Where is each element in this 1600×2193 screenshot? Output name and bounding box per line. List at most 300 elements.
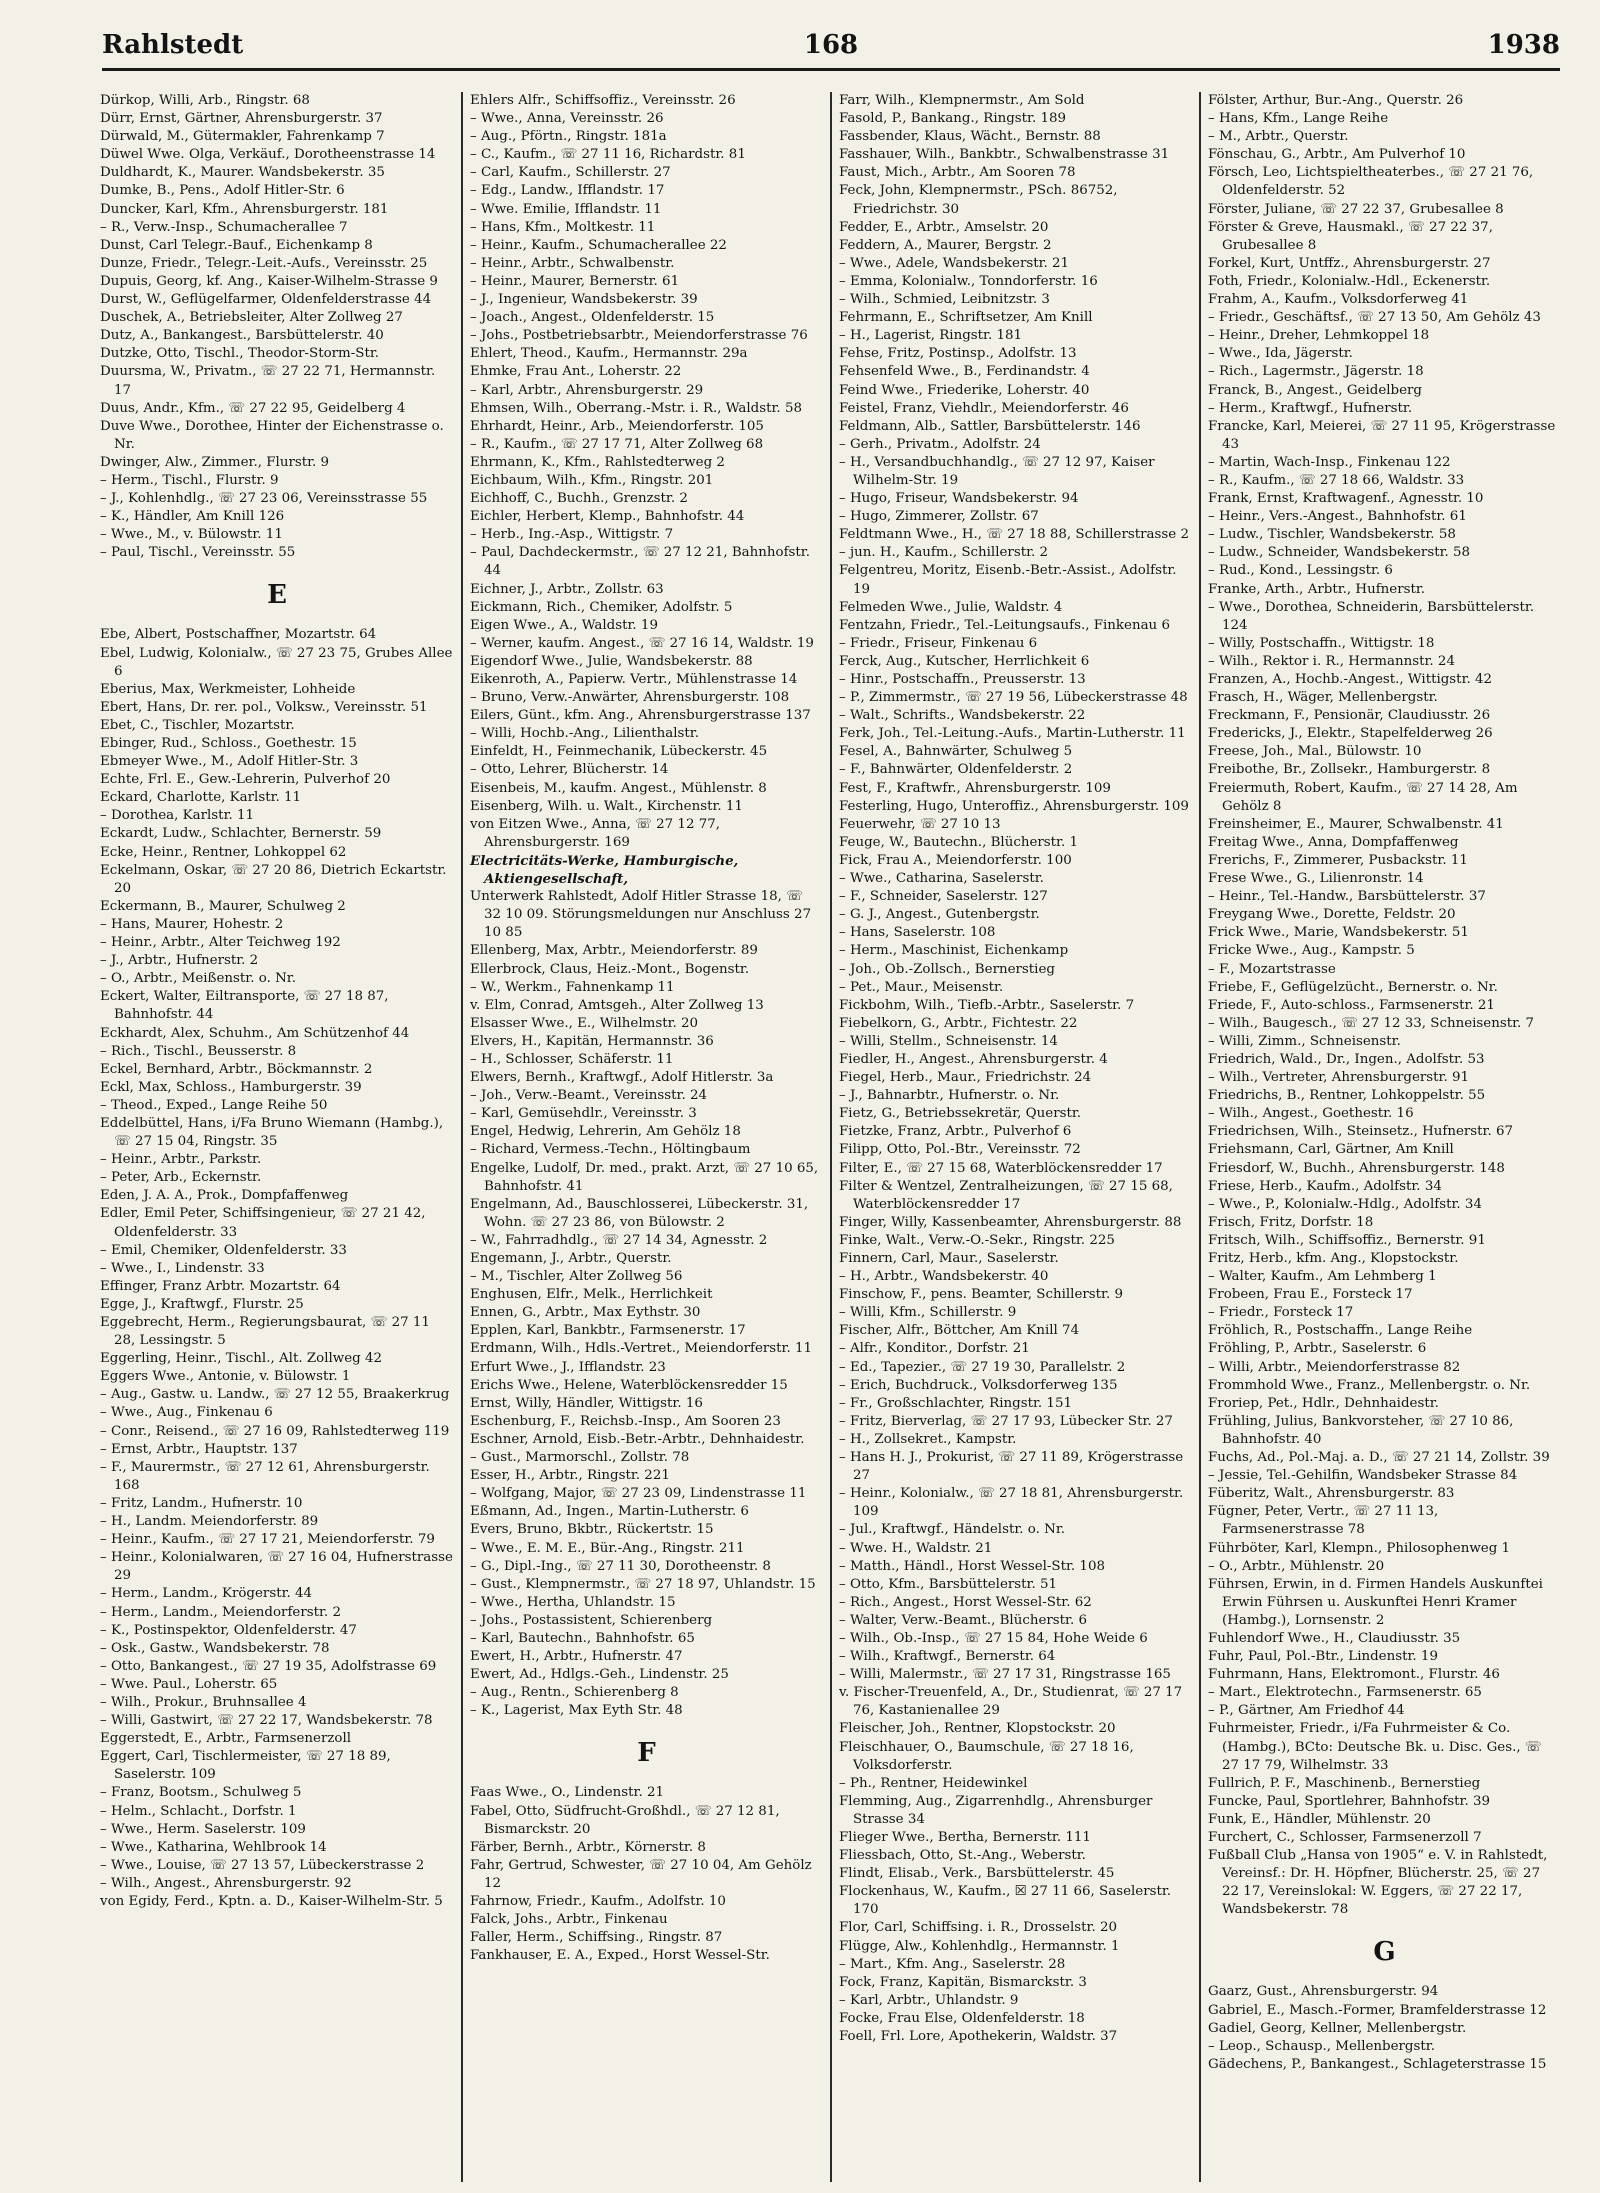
directory-entry: Freese, Joh., Mal., Bülowstr. 10 (1208, 744, 1422, 760)
directory-entry: – Johs., Postassistent, Schierenberg (470, 1612, 713, 1628)
directory-entry: Fritsch, Wilh., Schiffsoffiz., Bernerstr. 91 (1208, 1232, 1486, 1248)
directory-entry: – Fr., Großschlachter, Ringstr. 151 (839, 1395, 1072, 1411)
directory-entry: – Wwe. Emilie, Ifflandstr. 11 (470, 201, 662, 217)
directory-entry: Frahm, A., Kaufm., Volksdorferweg 41 (1208, 292, 1469, 308)
directory-entry: – Herm., Tischl., Flurstr. 9 (100, 472, 279, 488)
directory-entry: Fleischer, Joh., Rentner, Klopstockstr. 20 (839, 1721, 1116, 1737)
directory-entry: – Wwe., Hertha, Uhlandstr. 15 (470, 1594, 676, 1610)
directory-entry: – Wwe., I., Lindenstr. 33 (100, 1260, 265, 1276)
directory-entry: Falck, Johs., Arbtr., Finkenau (470, 1912, 668, 1928)
directory-entry: – Herb., Ing.-Asp., Wittigstr. 7 (470, 527, 674, 543)
directory-entry: – Ludw., Tischler, Wandsbekerstr. 58 (1208, 527, 1456, 543)
directory-entry: – Wwe., M., v. Bülowstr. 11 (100, 527, 283, 543)
directory-entry: Edler, Emil Peter, Schiffsingenieur, ☏ 27 21 42, Oldenfelderstr. 33 (100, 1206, 426, 1240)
directory-entry: – Edg., Landw., Ifflandstr. 17 (470, 183, 665, 199)
directory-entry: Ernst, Willy, Händler, Wittigstr. 16 (470, 1395, 703, 1411)
directory-entry: Filter & Wentzel, Zentralheizungen, ☏ 27 15 68, Waterblöckensredder 17 (839, 1178, 1173, 1212)
directory-entry: – Willi, Zimm., Schneisenstr. (1208, 1033, 1401, 1049)
directory-entry: Ferck, Aug., Kutscher, Herrlichkeit 6 (839, 653, 1090, 669)
directory-entry: Eckermann, B., Maurer, Schulweg 2 (100, 898, 346, 914)
directory-entry: – Wwe., P., Kolonialw.-Hdlg., Adolfstr. 34 (1208, 1196, 1482, 1212)
directory-entry: Furchert, C., Schlosser, Farmsenerzoll 7 (1208, 1830, 1482, 1845)
directory-entry: – H., Lagerist, Ringstr. 181 (839, 328, 1023, 344)
directory-entry: – Wilh., Angest., Ahrensburgerstr. 92 (100, 1875, 352, 1891)
directory-entry: – Leop., Schausp., Mellenbergstr. (1208, 2038, 1435, 2054)
directory-entry: Fuhr, Paul, Pol.-Btr., Lindenstr. 19 (1208, 1649, 1438, 1665)
directory-entry: Freiermuth, Robert, Kaufm., ☏ 27 14 28, Am Gehölz 8 (1208, 780, 1518, 814)
page-header (102, 28, 1560, 71)
directory-entry-highlight: Electricitäts-Werke, Hamburgische, Aktiengesellschaft, (470, 852, 739, 888)
directory-entry: Fietz, G., Betriebssekretär, Querstr. (839, 1106, 1082, 1122)
directory-entry: Friede, F., Auto-schloss., Farmsenerstr. 21 (1208, 997, 1495, 1013)
header-place-name: Rahlstedt (102, 30, 244, 60)
directory-entry: Eggert, Carl, Tischlermeister, ☏ 27 18 89, Saselerstr. 109 (100, 1749, 391, 1783)
directory-entry: Freinsheimer, E., Maurer, Schwalbenstr. 41 (1208, 816, 1504, 832)
column-4 (1199, 92, 1568, 2182)
directory-entry: Ewert, H., Arbtr., Hufnerstr. 47 (470, 1649, 683, 1665)
directory-entry: Foell, Frl. Lore, Apothekerin, Waldstr. 37 (839, 2029, 1118, 2045)
directory-entry: Fock, Franz, Kapitän, Bismarckstr. 3 (839, 1974, 1087, 1990)
directory-entry: – Wwe., Anna, Vereinsstr. 26 (470, 111, 664, 127)
directory-entry: Ebel, Ludwig, Kolonialw., ☏ 27 23 75, Grubes Allee 6 (100, 645, 453, 679)
directory-entry: Frerichs, F., Zimmerer, Pusbackstr. 11 (1208, 852, 1468, 868)
directory-entry: Flor, Carl, Schiffsing. i. R., Drosselstr. 20 (839, 1920, 1117, 1936)
directory-entry: Duncker, Karl, Kfm., Ahrensburgerstr. 181 (100, 201, 389, 217)
directory-entry: Friebe, F., Geflügelzücht., Bernerstr. o. Nr. (1208, 979, 1498, 995)
directory-entry: – Wilh., Vertreter, Ahrensburgerstr. 91 (1208, 1070, 1470, 1086)
directory-entry: – Karl, Bautechn., Bahnhofstr. 65 (470, 1630, 695, 1646)
directory-entry: – Rich., Tischl., Beusserstr. 8 (100, 1043, 297, 1059)
directory-entry: Finger, Willy, Kassenbeamter, Ahrensburgerstr. 88 (839, 1214, 1182, 1230)
directory-entry: Fullrich, P. F., Maschinenb., Bernerstieg (1208, 1775, 1481, 1791)
directory-entry: Ellenberg, Max, Arbtr., Meiendorferstr. 89 (470, 943, 758, 959)
directory-entry: Egge, J., Kraftwgf., Flurstr. 25 (100, 1296, 304, 1312)
directory-entry: Dürkop, Willi, Arb., Ringstr. 68 (100, 93, 310, 108)
directory-entry: – M., Arbtr., Querstr. (1208, 129, 1349, 145)
directory-entry: Ebe, Albert, Postschaffner, Mozartstr. 64 (100, 627, 377, 643)
directory-entry: Feind Wwe., Friederike, Loherstr. 40 (839, 382, 1090, 398)
directory-entry: Friehsmann, Carl, Gärtner, Am Knill (1208, 1142, 1454, 1158)
directory-entry: – F., Mozartstrasse (1208, 961, 1336, 977)
directory-entry: – Wwe. Paul., Loherstr. 65 (100, 1676, 278, 1692)
directory-entry: – Wwe., Louise, ☏ 27 13 57, Lübeckerstrasse 2 (100, 1857, 425, 1873)
directory-entry: Ehlers Alfr., Schiffsoffiz., Vereinsstr. 26 (470, 93, 736, 108)
directory-entry: – Willi, Kfm., Schillerstr. 9 (839, 1305, 1017, 1321)
directory-entry: Fredericks, J., Elektr., Stapelfelderweg 26 (1208, 726, 1493, 742)
directory-entry: Düwel Wwe. Olga, Verkäuf., Dorotheenstrasse 14 (100, 147, 436, 163)
directory-entry: Fehse, Fritz, Postinsp., Adolfstr. 13 (839, 346, 1077, 362)
directory-entry: – Hans, Kfm., Lange Reihe (1208, 111, 1389, 127)
directory-entry: v. Elm, Conrad, Amtsgeh., Alter Zollweg 13 (470, 997, 764, 1013)
directory-entry: – Gust., Klempnermstr., ☏ 27 18 97, Uhlandstr. 15 (470, 1576, 816, 1592)
directory-entry: Fietzke, Franz, Arbtr., Pulverhof 6 (839, 1124, 1072, 1140)
directory-entry: Fußball Club „Hansa von 1905“ e. V. in Rahlstedt, Vereinsf.: Dr. H. Höpfner, Blücherstr. 25, ☏ 27 22 17, Vereinslokal: W. Eggers, ☏ 27 22 17, Wandsbekerstr. 78 (1208, 1848, 1548, 1918)
directory-entry: – Theod., Exped., Lange Reihe 50 (100, 1097, 328, 1113)
directory-entry: – Walt., Schrifts., Wandsbekerstr. 22 (839, 708, 1086, 724)
directory-entry: – Karl, Gemüsehdlr., Vereinsstr. 3 (470, 1106, 697, 1122)
directory-entry: – Heinr., Kaufm., ☏ 27 17 21, Meiendorferstr. 79 (100, 1532, 435, 1548)
directory-entry: – Otto, Lehrer, Blücherstr. 14 (470, 762, 669, 778)
directory-entry: – H., Zollsekret., Kampstr. (839, 1431, 1017, 1447)
directory-entry: – Willi, Stellm., Schneisenstr. 14 (839, 1033, 1058, 1049)
directory-entry: Ebet, C., Tischler, Mozartstr. (100, 717, 295, 733)
directory-entry: – Heinr., Maurer, Bernerstr. 61 (470, 273, 680, 289)
directory-entry: Effinger, Franz Arbtr. Mozartstr. 64 (100, 1278, 341, 1294)
directory-entry: Flockenhaus, W., Kaufm., ☒ 27 11 66, Saselerstr. 170 (839, 1884, 1172, 1918)
directory-entry: – R., Verw.-Insp., Schumacherallee 7 (100, 219, 348, 235)
directory-entry: – W., Fahrradhdlg., ☏ 27 14 34, Agnesstr. 2 (470, 1232, 768, 1248)
directory-entry: Freitag Wwe., Anna, Dompfaffenweg (1208, 834, 1459, 850)
directory-entry: – Willi, Arbtr., Meiendorferstrasse 82 (1208, 1359, 1461, 1375)
directory-entry: – P., Gärtner, Am Friedhof 44 (1208, 1703, 1405, 1719)
directory-entry: Eichler, Herbert, Klemp., Bahnhofstr. 44 (470, 509, 745, 525)
directory-entry: Ehrhardt, Heinr., Arb., Meiendorferstr. 105 (470, 418, 764, 434)
directory-entry: Feldtmann Wwe., H., ☏ 27 18 88, Schillerstrasse 2 (839, 527, 1189, 543)
directory-entry: Fassbender, Klaus, Wächt., Bernstr. 88 (839, 129, 1101, 145)
directory-entry: Försch, Leo, Lichtspieltheaterbes., ☏ 27 21 76, Oldenfelderstr. 52 (1208, 165, 1534, 199)
directory-entry: Dürwald, M., Gütermakler, Fahrenkamp 7 (100, 129, 385, 145)
directory-entry: – Joach., Angest., Oldenfelderstr. 15 (470, 310, 715, 326)
directory-entry: Friedrich, Wald., Dr., Ingen., Adolfstr. 53 (1208, 1051, 1485, 1067)
directory-entry: Fricke Wwe., Aug., Kampstr. 5 (1208, 943, 1415, 959)
directory-entry: – Walter, Verw.-Beamt., Blücherstr. 6 (839, 1612, 1087, 1628)
directory-entry: Echte, Frl. E., Gew.-Lehrerin, Pulverhof 20 (100, 772, 391, 788)
directory-entry: Erichs Wwe., Helene, Waterblöckensredder 15 (470, 1377, 788, 1393)
directory-entry: – Werner, kaufm. Angest., ☏ 27 16 14, Waldstr. 19 (470, 635, 814, 651)
directory-entry: Elsasser Wwe., E., Wilhelmstr. 20 (470, 1015, 699, 1031)
directory-entry: Frühling, Julius, Bankvorsteher, ☏ 27 10 86, Bahnhofstr. 40 (1208, 1413, 1514, 1447)
directory-entry: – Willy, Postschaffn., Wittigstr. 18 (1208, 635, 1435, 651)
directory-entry: Fröhlich, R., Postschaffn., Lange Reihe (1208, 1323, 1473, 1339)
directory-entry: Fahrnow, Friedr., Kaufm., Adolfstr. 10 (470, 1894, 726, 1909)
directory-entry: Franzen, A., Hochb.-Angest., Wittigstr. 42 (1208, 672, 1493, 687)
directory-entry: Francke, Karl, Meierei, ☏ 27 11 95, Krögerstrasse 43 (1208, 418, 1556, 452)
directory-entry: Franke, Arth., Arbtr., Hufnerstr. (1208, 581, 1426, 597)
directory-entry: – H., Versandbuchhandlg., ☏ 27 12 97, Kaiser Wilhelm-Str. 19 (839, 454, 1155, 488)
directory-entry: – Rich., Angest., Horst Wessel-Str. 62 (839, 1594, 1092, 1610)
directory-entry: Fehrmann, E., Schriftsetzer, Am Knill (839, 310, 1093, 326)
directory-entry: – Fritz, Bierverlag, ☏ 27 17 93, Lübecker Str. 27 (839, 1413, 1173, 1429)
directory-entry: Eckhardt, Alex, Schuhm., Am Schützenhof 44 (100, 1025, 410, 1041)
directory-entry: Eichner, J., Arbtr., Zollstr. 63 (470, 581, 664, 597)
directory-entry: Evers, Bruno, Bkbtr., Rückertstr. 15 (470, 1522, 714, 1538)
directory-entry: – Aug., Pförtn., Ringstr. 181a (470, 129, 667, 145)
directory-entry: – Wilh., Rektor i. R., Hermannstr. 24 (1208, 653, 1455, 669)
directory-entry: von Eitzen Wwe., Anna, ☏ 27 12 77, Ahrensburgerstr. 169 (470, 816, 721, 850)
directory-entry: Ellerbrock, Claus, Heiz.-Mont., Bogenstr. (470, 961, 750, 977)
directory-entry: – K., Postinspektor, Oldenfelderstr. 47 (100, 1622, 357, 1638)
directory-entry: Eckardt, Ludw., Schlachter, Bernerstr. 59 (100, 826, 382, 842)
directory-entry: – K., Lagerist, Max Eyth Str. 48 (470, 1703, 683, 1719)
directory-entry: Fuhlendorf Wwe., H., Claudiusstr. 35 (1208, 1630, 1461, 1646)
directory-entry: – Wwe., E. M. E., Bür.-Ang., Ringstr. 211 (470, 1540, 745, 1556)
directory-entry: – Willi, Hochb.-Ang., Lilienthalstr. (470, 726, 699, 742)
directory-entry: – Wilh., Angest., Goethestr. 16 (1208, 1106, 1414, 1122)
directory-entry: Duschek, A., Betriebsleiter, Alter Zollweg 27 (100, 310, 403, 326)
directory-entry: Ehmsen, Wilh., Oberrang.-Mstr. i. R., Waldstr. 58 (470, 400, 802, 416)
column-1 (92, 92, 461, 2182)
directory-entry: – Emma, Kolonialw., Tonndorferstr. 16 (839, 273, 1098, 289)
directory-entry: Flügge, Alw., Kohlenhdlg., Hermannstr. 1 (839, 1938, 1120, 1954)
directory-entry: Enghusen, Elfr., Melk., Herrlichkeit (470, 1287, 713, 1303)
directory-entry: – Ludw., Schneider, Wandsbekerstr. 58 (1208, 545, 1471, 561)
directory-entry: – Mart., Kfm. Ang., Saselerstr. 28 (839, 1956, 1066, 1972)
directory-entry: Eigen Wwe., A., Waldstr. 19 (470, 617, 658, 633)
directory-entry: Ehmke, Frau Ant., Loherstr. 22 (470, 364, 682, 380)
directory-entry: Duursma, W., Privatm., ☏ 27 22 71, Hermannstr. 17 (100, 364, 436, 398)
directory-entry: – Ph., Rentner, Heidewinkel (839, 1775, 1028, 1791)
directory-entry: – M., Tischler, Alter Zollweg 56 (470, 1269, 683, 1285)
directory-entry: – Herm., Maschinist, Eichenkamp (839, 943, 1069, 959)
directory-entry: – Wwe., Adele, Wandsbekerstr. 21 (839, 255, 1070, 271)
directory-entry: Dutzke, Otto, Tischl., Theodor-Storm-Str. (100, 346, 380, 362)
directory-entry: Engemann, J., Arbtr., Querstr. (470, 1251, 672, 1266)
directory-entry: Fischer, Alfr., Böttcher, Am Knill 74 (839, 1323, 1080, 1339)
directory-entry: Förster, Juliane, ☏ 27 22 37, Grubesallee 8 (1208, 201, 1504, 217)
directory-entry: Eden, J. A. A., Prok., Dompfaffenweg (100, 1188, 349, 1204)
directory-entry: Eggebrecht, Herm., Regierungsbaurat, ☏ 27 11 28, Lessingstr. 5 (100, 1315, 430, 1349)
directory-entry: – Herm., Landm., Meiendorferstr. 2 (100, 1604, 341, 1620)
directory-entry: Führböter, Karl, Klempn., Philosophenweg 1 (1208, 1540, 1511, 1556)
directory-entry: Fick, Frau A., Meiendorferstr. 100 (839, 852, 1072, 868)
directory-entry: Friese, Herb., Kaufm., Adolfstr. 34 (1208, 1178, 1442, 1194)
directory-entry: Dumke, B., Pens., Adolf Hitler-Str. 6 (100, 183, 345, 199)
directory-entry: Eddelbüttel, Hans, i/Fa Bruno Wiemann (Hambg.), ☏ 27 15 04, Ringstr. 35 (100, 1115, 444, 1150)
directory-entry: – H., Landm. Meiendorferstr. 89 (100, 1514, 319, 1530)
directory-entry: – Otto, Bankangest., ☏ 27 19 35, Adolfstrasse 69 (100, 1658, 437, 1674)
directory-entry: – Osk., Gastw., Wandsbekerstr. 78 (100, 1640, 330, 1656)
directory-entry: – Friedr., Geschäftsf., ☏ 27 13 50, Am Gehölz 43 (1208, 310, 1541, 326)
directory-entry: – F., Bahnwärter, Oldenfelderstr. 2 (839, 762, 1073, 778)
directory-entry: – Martin, Wach-Insp., Finkenau 122 (1208, 454, 1451, 470)
column-2 (461, 92, 830, 2182)
directory-entry: – Gust., Marmorschl., Zollstr. 78 (470, 1450, 690, 1466)
directory-entry: – Heinr., Kolonialw., ☏ 27 18 81, Ahrensburgerstr. 109 (839, 1486, 1184, 1520)
directory-entry: – Ernst, Arbtr., Hauptstr. 137 (100, 1441, 298, 1457)
directory-entry: Forkel, Kurt, Untffz., Ahrensburgerstr. 27 (1208, 255, 1491, 271)
directory-entry: Eigendorf Wwe., Julie, Wandsbekerstr. 88 (470, 653, 753, 669)
directory-entry: Froriep, Pet., Hdlr., Dehnhaidestr. (1208, 1395, 1439, 1411)
directory-entry: Festerling, Hugo, Unteroffiz., Ahrensburgerstr. 109 (839, 798, 1189, 814)
directory-entry: Foth, Friedr., Kolonialw.-Hdl., Eckenerstr. (1208, 273, 1491, 289)
directory-entry: Eckl, Max, Schloss., Hamburgerstr. 39 (100, 1079, 362, 1095)
directory-entry: – Erich, Buchdruck., Volksdorferweg 135 (839, 1377, 1118, 1393)
directory-entry: Engelke, Ludolf, Dr. med., prakt. Arzt, ☏ 27 10 65, Bahnhofstr. 41 (470, 1160, 819, 1194)
directory-entry: Freygang Wwe., Dorette, Feldstr. 20 (1208, 907, 1456, 923)
directory-entry: Engelmann, Ad., Bauschlosserei, Lübeckerstr. 31, Wohn. ☏ 27 23 86, von Bülowstr. 2 (470, 1196, 809, 1230)
directory-entry: Frisch, Fritz, Dorfstr. 18 (1208, 1214, 1374, 1230)
directory-entry: Fuchs, Ad., Pol.-Maj. a. D., ☏ 27 21 14, Zollstr. 39 (1208, 1450, 1550, 1466)
directory-entry: Friedrichs, B., Rentner, Lohkoppelstr. 55 (1208, 1088, 1486, 1104)
directory-entry: Flindt, Elisab., Verk., Barsbüttelerstr. 45 (839, 1866, 1115, 1882)
directory-entry: Freibothe, Br., Zollsekr., Hamburgerstr. 8 (1208, 762, 1491, 778)
directory-entry: – O., Arbtr., Mühlenstr. 20 (1208, 1558, 1385, 1574)
directory-entry: – O., Arbtr., Meißenstr. o. Nr. (100, 971, 296, 987)
directory-entry: – Dorothea, Karlstr. 11 (100, 808, 255, 824)
directory-entry: Fleischhauer, O., Baumschule, ☏ 27 18 16, Volksdorferstr. (839, 1739, 1134, 1773)
directory-entry: Flieger Wwe., Bertha, Bernerstr. 111 (839, 1830, 1091, 1845)
directory-entry: Eggers Wwe., Antonie, v. Bülowstr. 1 (100, 1369, 351, 1385)
directory-entry: – Gerh., Privatm., Adolfstr. 24 (839, 436, 1041, 452)
directory-entry: – Hans, Maurer, Hohestr. 2 (100, 916, 284, 932)
directory-entry: – Herm., Kraftwgf., Hufnerstr. (1208, 400, 1413, 416)
directory-entry: Fedder, E., Arbtr., Amselstr. 20 (839, 219, 1049, 235)
directory-entry: Eikenroth, A., Papierw. Vertr., Mühlenstrasse 14 (470, 672, 798, 687)
directory-entry: – Otto, Kfm., Barsbüttelerstr. 51 (839, 1576, 1058, 1592)
directory-entry: Dwinger, Alw., Zimmer., Flurstr. 9 (100, 454, 330, 470)
directory-entry: Elvers, H., Kapitän, Hermannstr. 36 (470, 1033, 714, 1049)
directory-entry: – R., Kaufm., ☏ 27 18 66, Waldstr. 33 (1208, 472, 1465, 488)
directory-entry: – Hugo, Friseur, Wandsbekerstr. 94 (839, 491, 1079, 507)
directory-entry: Eisenbeis, M., kaufm. Angest., Mühlenstr. 8 (470, 780, 767, 796)
directory-entry: Ewert, Ad., Hdlgs.-Geh., Lindenstr. 25 (470, 1667, 729, 1683)
directory-entry: – Fritz, Landm., Hufnerstr. 10 (100, 1495, 303, 1511)
directory-entry: Felmeden Wwe., Julie, Waldstr. 4 (839, 599, 1063, 615)
directory-entry: – Friedr., Forsteck 17 (1208, 1305, 1354, 1321)
directory-entry: Frobeen, Frau E., Forsteck 17 (1208, 1287, 1413, 1303)
directory-entry: Feuge, W., Bautechn., Blücherstr. 1 (839, 834, 1078, 850)
directory-entry: – Wilh., Ob.-Insp., ☏ 27 15 84, Hohe Weide 6 (839, 1630, 1148, 1646)
directory-entry: Franck, B., Angest., Geidelberg (1208, 382, 1423, 398)
directory-entry: – R., Kaufm., ☏ 27 17 71, Alter Zollweg 68 (470, 436, 764, 452)
directory-entry: Friedrichsen, Wilh., Steinsetz., Hufnerstr. 67 (1208, 1124, 1514, 1140)
directory-entry: – Wwe. H., Waldstr. 21 (839, 1540, 993, 1556)
directory-entry: Ecke, Heinr., Rentner, Lohkoppel 62 (100, 844, 347, 860)
directory-entry: – Heinr., Arbtr., Parkstr. (100, 1152, 262, 1168)
header-page-number: 168 (803, 30, 859, 60)
directory-entry: Gaarz, Gust., Ahrensburgerstr. 94 (1208, 1984, 1439, 2000)
directory-entry: Focke, Frau Else, Oldenfelderstr. 18 (839, 2010, 1085, 2026)
directory-entry: Faust, Mich., Arbtr., Am Sooren 78 (839, 165, 1076, 181)
directory-entry: – Paul, Dachdeckermstr., ☏ 27 12 21, Bahnhofstr. 44 (470, 545, 810, 579)
section-letter: G (1373, 1937, 1396, 1968)
directory-entry: – Emil, Chemiker, Oldenfelderstr. 33 (100, 1242, 347, 1258)
directory-entry: Unterwerk Rahlstedt, Adolf Hitler Strasse 18, ☏ 32 10 09. Störungsmeldungen nur Anschluss 27 10 85 (470, 889, 812, 941)
directory-entry: Eschenburg, F., Reichsb.-Insp., Am Sooren 23 (470, 1413, 781, 1429)
directory-entry: – Wwe., Katharina, Wehlbrook 14 (100, 1839, 327, 1855)
directory-entry: Frank, Ernst, Kraftwagenf., Agnesstr. 10 (1208, 491, 1484, 507)
directory-entry: Frick Wwe., Marie, Wandsbekerstr. 51 (1208, 925, 1469, 941)
directory-entry: – Herm., Landm., Krögerstr. 44 (100, 1586, 313, 1602)
directory-entry: – F., Maurermstr., ☏ 27 12 61, Ahrensburgerstr. 168 (100, 1459, 430, 1493)
directory-entry: Fentzahn, Friedr., Tel.-Leitungsaufs., Finkenau 6 (839, 617, 1170, 633)
directory-entry: – Helm., Schlacht., Dorfstr. 1 (100, 1803, 297, 1819)
directory-entry: Frasch, H., Wäger, Mellenbergstr. (1208, 690, 1438, 706)
directory-entry: Freckmann, F., Pensionär, Claudiusstr. 26 (1208, 708, 1491, 724)
directory-entry: – Hans, Saselerstr. 108 (839, 925, 996, 941)
directory-entry: – Hugo, Zimmerer, Zollstr. 67 (839, 509, 1039, 525)
directory-entry: – Wwe., Herm. Saselerstr. 109 (100, 1821, 306, 1837)
section-letter: E (267, 580, 287, 611)
directory-entry: Fuhrmeister, Friedr., i/Fa Fuhrmeister & Co. (Hambg.), BCto: Deutsche Bk. u. Disc. Ges., ☏ 27 17 79, Wilhelmstr. 33 (1208, 1721, 1542, 1773)
directory-entry: Eckard, Charlotte, Karlstr. 11 (100, 790, 302, 806)
directory-entry: – J., Ingenieur, Wandsbekerstr. 39 (470, 292, 698, 308)
directory-entry: Fiebelkorn, G., Arbtr., Fichtestr. 22 (839, 1015, 1078, 1031)
directory-entry: – J., Kohlenhdlg., ☏ 27 23 06, Vereinsstrasse 55 (100, 491, 428, 507)
directory-entry: – Peter, Arb., Eckernstr. (100, 1170, 262, 1186)
directory-entry: – Friedr., Friseur, Finkenau 6 (839, 635, 1038, 651)
directory-entry: – Wwe., Ida, Jägerstr. (1208, 346, 1353, 362)
directory-entry: Finschow, F., pens. Beamter, Schillerstr. 9 (839, 1287, 1123, 1303)
directory-entry: Funcke, Paul, Sportlehrer, Bahnhofstr. 39 (1208, 1793, 1491, 1809)
directory-entry: Eckelmann, Oskar, ☏ 27 20 86, Dietrich Eckartstr. 20 (100, 862, 447, 896)
directory-entry: Funk, E., Händler, Mühlenstr. 20 (1208, 1811, 1431, 1827)
directory-entry: Eisenberg, Wilh. u. Walt., Kirchenstr. 11 (470, 798, 743, 814)
directory-entry: – Joh., Ob.-Zollsch., Bernerstieg (839, 961, 1055, 977)
directory-entry: – Rich., Lagermstr., Jägerstr. 18 (1208, 364, 1424, 380)
directory-entry: – Heinr., Arbtr., Alter Teichweg 192 (100, 935, 341, 951)
directory-entry: – Wwe., Catharina, Saselerstr. (839, 871, 1044, 887)
directory-entry: Friesdorf, W., Buchh., Ahrensburgerstr. 148 (1208, 1160, 1505, 1176)
directory-entry: Eckert, Walter, Eiltransporte, ☏ 27 18 87, Bahnhofstr. 44 (100, 989, 389, 1023)
directory-entry: Fasold, P., Bankang., Ringstr. 189 (839, 111, 1067, 127)
directory-entry: Eschner, Arnold, Eisb.-Betr.-Arbtr., Dehnhaidestr. (470, 1431, 805, 1447)
directory-entry: – Carl, Kaufm., Schillerstr. 27 (470, 165, 671, 181)
directory-entry: – Pet., Maur., Meisenstr. (839, 979, 1004, 995)
directory-entry: – Mart., Elektrotechn., Farmsenerstr. 65 (1208, 1685, 1482, 1701)
directory-entry: – Jul., Kraftwgf., Händelstr. o. Nr. (839, 1522, 1066, 1538)
directory-entry: Fehsenfeld Wwe., B., Ferdinandstr. 4 (839, 364, 1090, 380)
directory-entry: – Karl, Arbtr., Ahrensburgerstr. 29 (470, 382, 704, 398)
directory-entry: Duldhardt, K., Maurer. Wandsbekerstr. 35 (100, 165, 385, 181)
directory-entry: Füberitz, Walt., Ahrensburgerstr. 83 (1208, 1486, 1455, 1502)
directory-entry: Ehlert, Theod., Kaufm., Hermannstr. 29a (470, 346, 748, 362)
directory-entry: Faas Wwe., O., Lindenstr. 21 (470, 1785, 665, 1801)
directory-entry: Eichhoff, C., Buchh., Grenzstr. 2 (470, 491, 688, 507)
directory-entry: – Heinr., Vers.-Angest., Bahnhofstr. 61 (1208, 509, 1467, 525)
directory-entry: Gabriel, E., Masch.-Former, Bramfelderstrasse 12 (1208, 2002, 1547, 2018)
directory-entry: Gadiel, Georg, Kellner, Mellenbergstr. (1208, 2020, 1467, 2036)
directory-entry: – Heinr., Dreher, Lehmkoppel 18 (1208, 328, 1430, 344)
directory-entry: – Alfr., Konditor., Dorfstr. 21 (839, 1341, 1030, 1357)
directory-entry: Förster & Greve, Hausmakl., ☏ 27 22 37, Grubesallee 8 (1208, 219, 1493, 253)
directory-entry: Dürr, Ernst, Gärtner, Ahrensburgerstr. 37 (100, 111, 383, 127)
directory-entry: – K., Händler, Am Knill 126 (100, 509, 285, 525)
directory-entry: – Johs., Postbetriebsarbtr., Meiendorferstrasse 76 (470, 328, 808, 344)
directory-entry: – Jessie, Tel.-Gehilfin, Wandsbeker Strasse 84 (1208, 1468, 1518, 1484)
directory-entry: – Hans, Kfm., Moltkestr. 11 (470, 219, 656, 235)
directory-entry: – Aug., Gastw. u. Landw., ☏ 27 12 55, Braakerkrug (100, 1387, 450, 1403)
directory-entry: Ennen, G., Arbtr., Max Eythstr. 30 (470, 1305, 701, 1321)
directory-entry: – Wilh., Schmied, Leibnitzstr. 3 (839, 292, 1050, 308)
directory-entry: – H., Arbtr., Wandsbekerstr. 40 (839, 1269, 1049, 1285)
directory-entry: von Egidy, Ferd., Kptn. a. D., Kaiser-Wilhelm-Str. 5 (100, 1894, 443, 1909)
directory-entry: – Hinr., Postschaffn., Preusserstr. 13 (839, 672, 1086, 687)
directory-entry: Fiegel, Herb., Maur., Friedrichstr. 24 (839, 1070, 1092, 1086)
directory-entry: Fölster, Arthur, Bur.-Ang., Querstr. 26 (1208, 93, 1464, 108)
directory-entry: Frommhold Wwe., Franz., Mellenbergstr. o. Nr. (1208, 1377, 1531, 1393)
directory-entry: Engel, Hedwig, Lehrerin, Am Gehölz 18 (470, 1124, 741, 1140)
directory-entry: – Rud., Kond., Lessingstr. 6 (1208, 563, 1393, 579)
directory-entry: – Hans H. J., Prokurist, ☏ 27 11 89, Krögerstrasse 27 (839, 1450, 1184, 1484)
directory-entry: Elwers, Bernh., Kraftwgf., Adolf Hitlerstr. 3a (470, 1070, 774, 1086)
directory-entry: – Willi, Gastwirt, ☏ 27 22 17, Wandsbekerstr. 78 (100, 1713, 433, 1729)
directory-entry: Fesel, A., Bahnwärter, Schulweg 5 (839, 744, 1073, 760)
directory-entry: Feuerwehr, ☏ 27 10 13 (839, 816, 1001, 832)
directory-entry: Duus, Andr., Kfm., ☏ 27 22 95, Geidelberg 4 (100, 400, 406, 416)
directory-entry: Ebert, Hans, Dr. rer. pol., Volksw., Vereinsstr. 51 (100, 699, 428, 715)
column-3 (830, 92, 1199, 2182)
directory-entry: Duve Wwe., Dorothee, Hinter der Eichenstrasse o. Nr. (100, 418, 444, 452)
directory-entry: – G., Dipl.-Ing., ☏ 27 11 30, Dorotheenstr. 8 (470, 1558, 771, 1574)
directory-entry: Feistel, Franz, Viehdlr., Meiendorferstr. 46 (839, 400, 1129, 416)
directory-entry: – C., Kaufm., ☏ 27 11 16, Richardstr. 81 (470, 147, 746, 163)
directory-entry: Eßmann, Ad., Ingen., Martin-Lutherstr. 6 (470, 1504, 749, 1520)
directory-entry: Fügner, Peter, Vertr., ☏ 27 11 13, Farmsenerstrasse 78 (1208, 1504, 1439, 1538)
directory-entry: Finnern, Carl, Maur., Saselerstr. (839, 1251, 1059, 1266)
directory-entry: Fabel, Otto, Südfrucht-Großhdl., ☏ 27 12 81, Bismarckstr. 20 (470, 1803, 780, 1837)
directory-entry: – H., Schlosser, Schäferstr. 11 (470, 1051, 674, 1067)
